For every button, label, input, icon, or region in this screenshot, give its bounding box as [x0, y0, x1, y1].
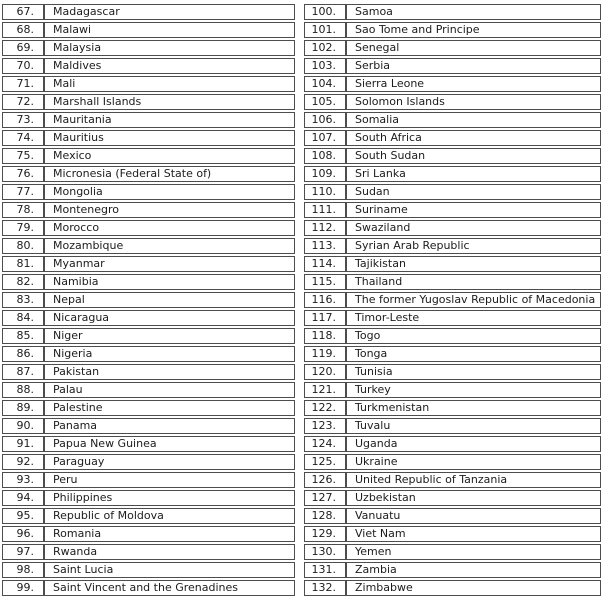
- row-number: 125.: [304, 454, 346, 470]
- table-row: [2, 472, 295, 488]
- row-number: 123.: [304, 418, 346, 434]
- country-name: Morocco: [44, 220, 295, 236]
- country-name: Mexico: [44, 148, 295, 164]
- row-number: 132.: [304, 580, 346, 596]
- country-name: Niger: [44, 328, 295, 344]
- country-name: Mauritania: [44, 112, 295, 128]
- country-name: Myanmar: [44, 256, 295, 272]
- country-name: Yemen: [346, 544, 601, 560]
- row-number: 112.: [304, 220, 346, 236]
- row-number: 129.: [304, 526, 346, 542]
- country-name: Mauritius: [44, 130, 295, 146]
- row-number: 90.: [2, 418, 44, 434]
- country-name: South Sudan: [346, 148, 601, 164]
- country-name: Nepal: [44, 292, 295, 308]
- table-row: [2, 382, 295, 398]
- table-row: [304, 562, 601, 578]
- row-number: 99.: [2, 580, 44, 596]
- table-row: [304, 76, 601, 92]
- table-row: [304, 436, 601, 452]
- row-number: 82.: [2, 274, 44, 290]
- row-number: 86.: [2, 346, 44, 362]
- row-number: 121.: [304, 382, 346, 398]
- table-row: [304, 130, 601, 146]
- table-row: [2, 310, 295, 326]
- row-number: 104.: [304, 76, 346, 92]
- table-row: [2, 40, 295, 56]
- table-row: [304, 202, 601, 218]
- row-number: 114.: [304, 256, 346, 272]
- country-name: Viet Nam: [346, 526, 601, 542]
- country-name: Montenegro: [44, 202, 295, 218]
- row-number: 131.: [304, 562, 346, 578]
- row-number: 109.: [304, 166, 346, 182]
- row-number: 70.: [2, 58, 44, 74]
- row-number: 81.: [2, 256, 44, 272]
- table-row: [2, 436, 295, 452]
- country-name: Sudan: [346, 184, 601, 200]
- row-number: 122.: [304, 400, 346, 416]
- country-name: Mali: [44, 76, 295, 92]
- row-number: 84.: [2, 310, 44, 326]
- country-name: Micronesia (Federal State of): [44, 166, 295, 182]
- row-number: 100.: [304, 4, 346, 20]
- row-number: 124.: [304, 436, 346, 452]
- table-row: [304, 328, 601, 344]
- row-number: 106.: [304, 112, 346, 128]
- table-row: [2, 58, 295, 74]
- row-number: 119.: [304, 346, 346, 362]
- row-number: 80.: [2, 238, 44, 254]
- country-table-67-99: [2, 2, 295, 598]
- table-row: [2, 490, 295, 506]
- country-name: Mongolia: [44, 184, 295, 200]
- table-row: [2, 418, 295, 434]
- row-number: 85.: [2, 328, 44, 344]
- table-row: [2, 292, 295, 308]
- table-row: [304, 112, 601, 128]
- country-name: Tunisia: [346, 364, 601, 380]
- country-name: Tuvalu: [346, 418, 601, 434]
- country-name: Rwanda: [44, 544, 295, 560]
- table-row: [2, 76, 295, 92]
- row-number: 73.: [2, 112, 44, 128]
- country-name: Palau: [44, 382, 295, 398]
- row-number: 93.: [2, 472, 44, 488]
- country-name: Zambia: [346, 562, 601, 578]
- row-number: 87.: [2, 364, 44, 380]
- row-number: 108.: [304, 148, 346, 164]
- table-row: [304, 346, 601, 362]
- country-name: Pakistan: [44, 364, 295, 380]
- table-row: [2, 238, 295, 254]
- row-number: 128.: [304, 508, 346, 524]
- row-number: 95.: [2, 508, 44, 524]
- country-table-100-132: [304, 2, 601, 598]
- country-name: Suriname: [346, 202, 601, 218]
- table-row: [2, 22, 295, 38]
- row-number: 76.: [2, 166, 44, 182]
- table-row: [2, 166, 295, 182]
- row-number: 71.: [2, 76, 44, 92]
- row-number: 115.: [304, 274, 346, 290]
- country-name: Republic of Moldova: [44, 508, 295, 524]
- table-row: [2, 94, 295, 110]
- table-row: [304, 382, 601, 398]
- country-name: Zimbabwe: [346, 580, 601, 596]
- row-number: 96.: [2, 526, 44, 542]
- country-name: Panama: [44, 418, 295, 434]
- table-row: [304, 580, 601, 596]
- country-name: Peru: [44, 472, 295, 488]
- table-row: [304, 292, 601, 308]
- country-name: Syrian Arab Republic: [346, 238, 601, 254]
- table-row: [304, 22, 601, 38]
- country-name: Swaziland: [346, 220, 601, 236]
- row-number: 116.: [304, 292, 346, 308]
- row-number: 89.: [2, 400, 44, 416]
- table-row: [2, 184, 295, 200]
- row-number: 111.: [304, 202, 346, 218]
- country-name: Mozambique: [44, 238, 295, 254]
- table-row: [2, 4, 295, 20]
- country-name: Thailand: [346, 274, 601, 290]
- country-name: Uzbekistan: [346, 490, 601, 506]
- table-row: [304, 58, 601, 74]
- country-name: Turkmenistan: [346, 400, 601, 416]
- row-number: 94.: [2, 490, 44, 506]
- country-name: Vanuatu: [346, 508, 601, 524]
- table-row: [304, 184, 601, 200]
- table-row: [304, 400, 601, 416]
- table-row: [2, 400, 295, 416]
- table-row: [2, 130, 295, 146]
- country-name: Serbia: [346, 58, 601, 74]
- row-number: 105.: [304, 94, 346, 110]
- country-name: Ukraine: [346, 454, 601, 470]
- country-name: Uganda: [346, 436, 601, 452]
- table-row: [2, 364, 295, 380]
- row-number: 79.: [2, 220, 44, 236]
- row-number: 74.: [2, 130, 44, 146]
- table-row: [304, 40, 601, 56]
- table-row: [304, 472, 601, 488]
- country-name: Sierra Leone: [346, 76, 601, 92]
- table-row: [2, 454, 295, 470]
- row-number: 110.: [304, 184, 346, 200]
- row-number: 77.: [2, 184, 44, 200]
- country-name: Philippines: [44, 490, 295, 506]
- country-name: Nicaragua: [44, 310, 295, 326]
- country-name: Togo: [346, 328, 601, 344]
- country-name: Timor-Leste: [346, 310, 601, 326]
- country-name: Madagascar: [44, 4, 295, 20]
- row-number: 98.: [2, 562, 44, 578]
- table-row: [304, 454, 601, 470]
- table-row: [304, 526, 601, 542]
- country-name: Paraguay: [44, 454, 295, 470]
- country-name: Saint Lucia: [44, 562, 295, 578]
- table-row: [304, 364, 601, 380]
- table-row: [304, 310, 601, 326]
- row-number: 67.: [2, 4, 44, 20]
- country-name: South Africa: [346, 130, 601, 146]
- row-number: 92.: [2, 454, 44, 470]
- country-name: Solomon Islands: [346, 94, 601, 110]
- row-number: 75.: [2, 148, 44, 164]
- country-name: Papua New Guinea: [44, 436, 295, 452]
- country-name: Tonga: [346, 346, 601, 362]
- country-name: Nigeria: [44, 346, 295, 362]
- row-number: 126.: [304, 472, 346, 488]
- country-name: Saint Vincent and the Grenadines: [44, 580, 295, 596]
- country-name: Somalia: [346, 112, 601, 128]
- row-number: 118.: [304, 328, 346, 344]
- table-row: [304, 418, 601, 434]
- table-row: [2, 562, 295, 578]
- row-number: 117.: [304, 310, 346, 326]
- table-row: [2, 274, 295, 290]
- country-name: Marshall Islands: [44, 94, 295, 110]
- country-name: Turkey: [346, 382, 601, 398]
- table-row: [2, 220, 295, 236]
- country-name: Maldives: [44, 58, 295, 74]
- country-name: Sri Lanka: [346, 166, 601, 182]
- table-row: [304, 544, 601, 560]
- country-name: Namibia: [44, 274, 295, 290]
- table-row: [304, 4, 601, 20]
- table-row: [304, 238, 601, 254]
- table-row: [2, 148, 295, 164]
- country-name: Samoa: [346, 4, 601, 20]
- table-row: [2, 580, 295, 596]
- table-row: [2, 526, 295, 542]
- table-row: [304, 94, 601, 110]
- country-name: United Republic of Tanzania: [346, 472, 601, 488]
- row-number: 120.: [304, 364, 346, 380]
- row-number: 72.: [2, 94, 44, 110]
- table-row: [2, 256, 295, 272]
- row-number: 83.: [2, 292, 44, 308]
- row-number: 130.: [304, 544, 346, 560]
- country-name: Malawi: [44, 22, 295, 38]
- country-name: Palestine: [44, 400, 295, 416]
- row-number: 69.: [2, 40, 44, 56]
- table-row: [304, 256, 601, 272]
- row-number: 78.: [2, 202, 44, 218]
- country-name: Senegal: [346, 40, 601, 56]
- country-name: Malaysia: [44, 40, 295, 56]
- table-row: [2, 544, 295, 560]
- row-number: 113.: [304, 238, 346, 254]
- table-row: [304, 274, 601, 290]
- table-row: [2, 508, 295, 524]
- country-name: Sao Tome and Principe: [346, 22, 601, 38]
- row-number: 97.: [2, 544, 44, 560]
- row-number: 101.: [304, 22, 346, 38]
- row-number: 91.: [2, 436, 44, 452]
- row-number: 88.: [2, 382, 44, 398]
- table-row: [304, 166, 601, 182]
- row-number: 107.: [304, 130, 346, 146]
- table-row: [304, 490, 601, 506]
- table-row: [304, 148, 601, 164]
- table-row: [2, 202, 295, 218]
- table-row: [2, 328, 295, 344]
- country-name: The former Yugoslav Republic of Macedonia: [346, 292, 601, 308]
- table-row: [2, 346, 295, 362]
- table-row: [304, 220, 601, 236]
- row-number: 127.: [304, 490, 346, 506]
- country-name: Tajikistan: [346, 256, 601, 272]
- row-number: 103.: [304, 58, 346, 74]
- row-number: 68.: [2, 22, 44, 38]
- table-row: [304, 508, 601, 524]
- row-number: 102.: [304, 40, 346, 56]
- table-row: [2, 112, 295, 128]
- country-name: Romania: [44, 526, 295, 542]
